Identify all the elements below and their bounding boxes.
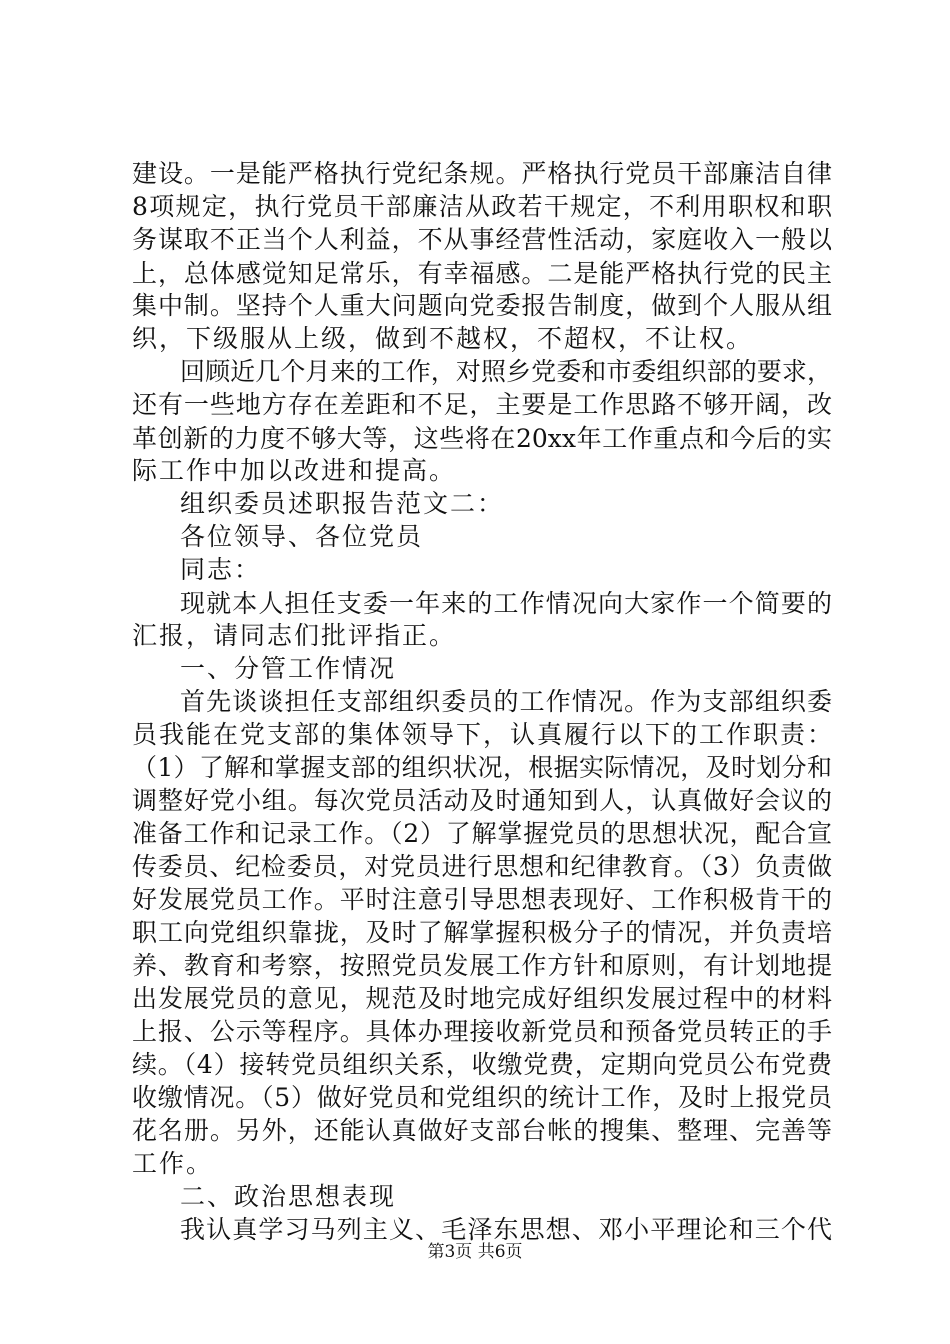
document-text-line: 花名册。另外，还能认真做好支部台帐的搜集、整理、完善等 bbox=[132, 1116, 832, 1145]
document-text-line: 回顾近几个月来的工作，对照乡党委和市委组织部的要求， bbox=[180, 357, 832, 386]
document-text-line: 各位领导、各位党员 bbox=[180, 522, 424, 551]
document-text-line: 调整好党小组。每次党员活动及时通知到人，认真做好会议的 bbox=[132, 786, 832, 815]
document-text-line: 上报、公示等程序。具体办理接收新党员和预备党员转正的手 bbox=[132, 1017, 832, 1046]
document-text-line: 际工作中加以改进和提高。 bbox=[132, 456, 457, 485]
document-text-line: 工作。 bbox=[132, 1149, 214, 1178]
document-text-line: 好发展党员工作。平时注意引导思想表现好、工作积极肯干的 bbox=[132, 885, 832, 914]
document-text-line: 职工向党组织靠拢，及时了解掌握积极分子的情况，并负责培 bbox=[132, 918, 832, 947]
document-text-line: 8项规定，执行党员干部廉洁从政若干规定，不利用职权和职 bbox=[132, 192, 832, 221]
document-text-line: 现就本人担任支委一年来的工作情况向大家作一个简要的 bbox=[180, 589, 832, 618]
document-text-line: 组织委员述职报告范文二： bbox=[180, 489, 505, 518]
document-text-line: 首先谈谈担任支部组织委员的工作情况。作为支部组织委 bbox=[180, 687, 832, 716]
document-text-line: 出发展党员的意见，规范及时地完成好组织发展过程中的材料 bbox=[132, 984, 832, 1013]
document-text-line: 二、政治思想表现 bbox=[180, 1182, 397, 1211]
page-number-footer: 第3页 共6页 bbox=[427, 1242, 523, 1262]
document-text-line: 收缴情况。（5）做好党员和党组织的统计工作，及时上报党员 bbox=[132, 1083, 832, 1112]
document-text-line: 织，下级服从上级，做到不越权，不超权，不让权。 bbox=[132, 324, 754, 353]
document-text-line: 准备工作和记录工作。（2）了解掌握党员的思想状况，配合宣 bbox=[132, 819, 832, 848]
document-text-line: 建设。一是能严格执行党纪条规。严格执行党员干部廉洁自律 bbox=[132, 159, 832, 188]
document-text-line: 我认真学习马列主义、毛泽东思想、邓小平理论和三个代 bbox=[180, 1215, 832, 1244]
document-text-line: 同志： bbox=[180, 555, 262, 584]
document-text-line: 养、教育和考察，按照党员发展工作方针和原则，有计划地提 bbox=[132, 951, 832, 980]
document-text-line: （1）了解和掌握支部的组织状况，根据实际情况，及时划分和 bbox=[132, 753, 832, 782]
document-text-line: 上，总体感觉知足常乐，有幸福感。二是能严格执行党的民主 bbox=[132, 259, 832, 288]
document-text-line: 革创新的力度不够大等，这些将在20xx年工作重点和今后的实 bbox=[132, 424, 832, 453]
document-text-line: 还有一些地方存在差距和不足，主要是工作思路不够开阔，改 bbox=[132, 390, 832, 419]
document-text-line: 汇报，请同志们批评指正。 bbox=[132, 621, 457, 650]
document-text-line: 员我能在党支部的集体领导下，认真履行以下的工作职责： bbox=[132, 720, 832, 749]
document-text-line: 集中制。坚持个人重大问题向党委报告制度，做到个人服从组 bbox=[132, 291, 832, 320]
document-text-line: 续。（4）接转党员组织关系，收缴党费，定期向党员公布党费 bbox=[132, 1050, 832, 1079]
document-text-line: 务谋取不正当个人利益，不从事经营性活动，家庭收入一般以 bbox=[132, 225, 832, 254]
document-text-line: 传委员、纪检委员，对党员进行思想和纪律教育。（3）负责做 bbox=[132, 852, 832, 881]
document-text-line: 一、分管工作情况 bbox=[180, 654, 397, 683]
